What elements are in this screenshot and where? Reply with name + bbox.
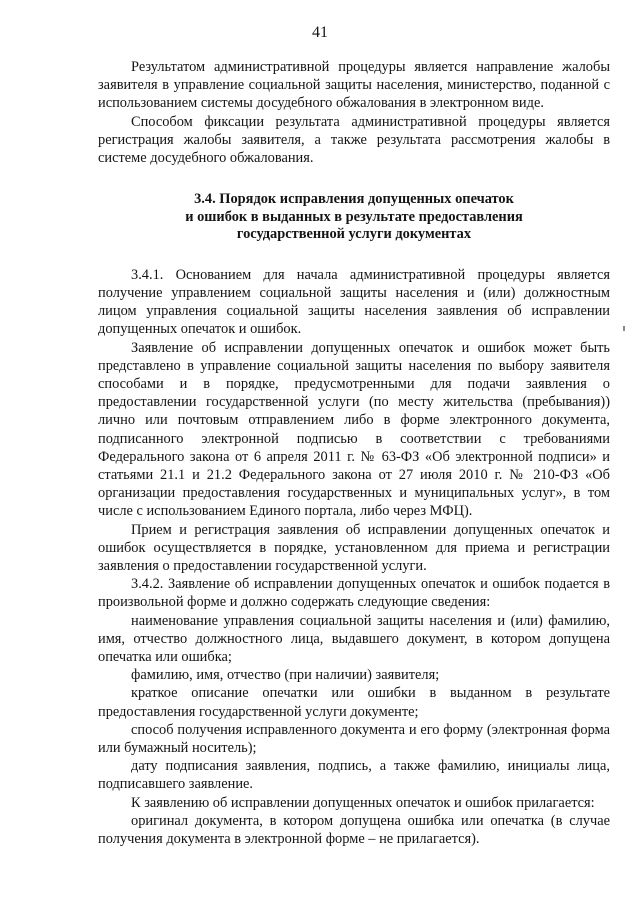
section-heading [98,191,610,244]
list-item: фамилию, имя, отчество (при наличии) заявителя; [131,667,440,684]
heading-line: 3.4. Порядок исправления допущенных опечаток [194,191,514,208]
heading-line: государственной услуги документах [236,226,472,243]
paragraph: Результатом административной процедуры является направление жалобы заявителя в управление социальной защиты населения, министерство, поданной с использованием системы досудебного обжалования в электронном виде. [98,59,610,112]
paragraph: Заявление об исправлении допущенных опечаток и ошибок может быть представлено в управление социальной защиты населения по выбору заявителя способами и в порядке, предусмотренными для подачи заявления о предоставлении государственной услуги (по месту жительства (пребывания)) лично или почтовым отправлением либо в форме электронного документа, подписанного электронной подписью в соответствии с требованиями Федерального закона от 6 апреля 2011 г. № 63-ФЗ «Об электронной подписи» и статьями 21.1 и 21.2 Федерального закона от 27 июля 2010 г. № 210-ФЗ «Об организации предоставления государственных и муниципальных услуг», в том числе с использованием Единого портала, либо через МФЦ). [98,339,610,520]
scan-mark [623,326,625,331]
paragraph: К заявлению об исправлении допущенных опечаток и ошибок прилагается: [131,794,595,811]
paragraph: Прием и регистрация заявления об исправлении допущенных опечаток и ошибок осуществляется в порядке, установленном для приема и регистрации заявления о предоставлении государственной услуги. [98,521,610,574]
paragraph: 3.4.1. Основанием для начала административной процедуры является получение управлением социальной защиты населения и (или) должностным лицом управления социальной защиты населения заявления об исправлении допущенных опечаток и ошибок. [98,266,610,338]
paragraph: Способом фиксации результата административной процедуры является регистрация жалобы заявителя, а также результата рассмотрения жалобы в системе досудебного обжалования. [98,113,610,167]
paragraph: 3.4.2. Заявление об исправлении допущенных опечаток и ошибок подается в произвольной форме и должно содержать следующие сведения: [98,576,610,611]
list-item: краткое описание опечатки или ошибки в выданном в результате предоставления государственной услуги документе; [98,685,610,720]
list-item: оригинал документа, в котором допущена ошибка или опечатка (в случае получения документа в электронной форме – не прилагается). [98,812,610,848]
list-item: способ получения исправленного документа и его форму (электронная форма или бумажный носитель); [98,721,610,756]
list-item: наименование управления социальной защиты населения и (или) фамилию, имя, отчество должностного лица, выдавшего документ, в котором допущена опечатка или ошибка; [98,612,610,665]
page-number: 41 [312,24,328,41]
heading-line: и ошибок в выданных в результате предоставления [185,208,523,225]
list-item: дату подписания заявления, подпись, а также фамилию, инициалы лица, подписавшего заявление. [98,758,610,793]
page-body [98,58,610,848]
